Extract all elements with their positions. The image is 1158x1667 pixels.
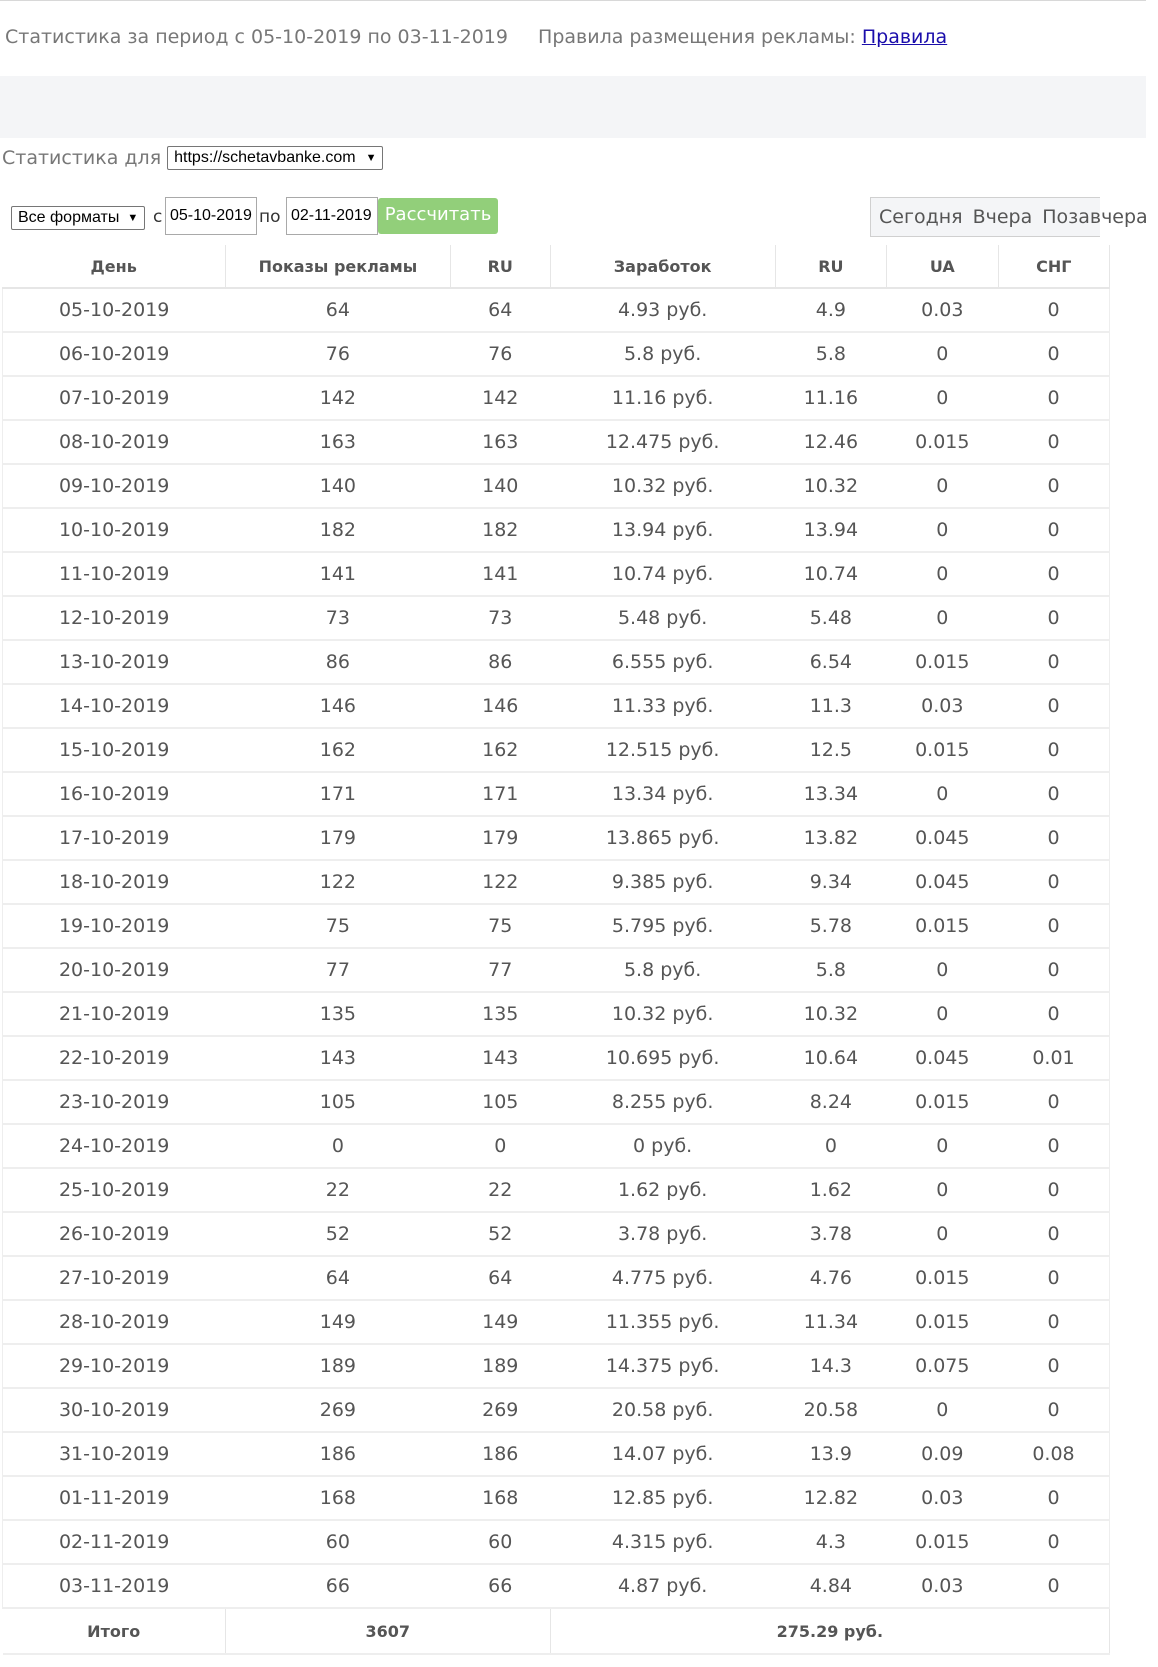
table-cell: 12.46 <box>775 420 886 464</box>
table-cell: 22 <box>225 1168 450 1212</box>
table-cell: 1.62 <box>775 1168 886 1212</box>
table-cell: 17-10-2019 <box>3 816 226 860</box>
table-row <box>3 1036 1110 1080</box>
column-header: RU <box>450 245 550 288</box>
table-cell: 6.555 руб. <box>550 640 775 684</box>
table-cell: 10.64 <box>775 1036 886 1080</box>
table-cell: 0 <box>887 376 998 420</box>
table-cell: 189 <box>450 1344 550 1388</box>
table-cell: 20.58 <box>775 1388 886 1432</box>
table-cell: 22-10-2019 <box>3 1036 226 1080</box>
total-earnings: 275.29 руб. <box>550 1608 1109 1654</box>
format-select[interactable] <box>11 206 145 230</box>
table-cell: 14.3 <box>775 1344 886 1388</box>
table-cell: 0 <box>998 1344 1109 1388</box>
dropdown-arrow-icon: ▼ <box>365 152 377 164</box>
table-cell: 0 <box>887 508 998 552</box>
table-cell: 171 <box>450 772 550 816</box>
table-cell: 64 <box>450 288 550 332</box>
table-cell: 168 <box>225 1476 450 1520</box>
table-cell: 143 <box>225 1036 450 1080</box>
rules-link[interactable]: Правила <box>861 26 948 48</box>
table-row <box>3 1476 1110 1520</box>
table-cell: 11.33 руб. <box>550 684 775 728</box>
quick-range-bar <box>870 197 1148 237</box>
table-cell: 0 <box>998 1080 1109 1124</box>
table-cell: 73 <box>450 596 550 640</box>
filter-row <box>11 197 1146 237</box>
table-cell: 162 <box>225 728 450 772</box>
table-row <box>3 1564 1110 1608</box>
table-cell: 142 <box>450 376 550 420</box>
table-cell: 0 <box>998 684 1109 728</box>
table-row <box>3 860 1110 904</box>
table-cell: 0 <box>998 1212 1109 1256</box>
table-cell: 140 <box>450 464 550 508</box>
table-cell: 77 <box>225 948 450 992</box>
table-cell: 4.3 <box>775 1520 886 1564</box>
table-cell: 4.76 <box>775 1256 886 1300</box>
table-row <box>3 1344 1110 1388</box>
table-cell: 11-10-2019 <box>3 552 226 596</box>
page-header <box>5 26 947 48</box>
table-cell: 29-10-2019 <box>3 1344 226 1388</box>
table-cell: 06-10-2019 <box>3 332 226 376</box>
gray-band <box>0 76 1146 138</box>
table-cell: 0 <box>887 552 998 596</box>
table-cell: 0 <box>998 1388 1109 1432</box>
table-cell: 146 <box>450 684 550 728</box>
table-cell: 0 <box>998 552 1109 596</box>
table-cell: 0.09 <box>887 1432 998 1476</box>
table-cell: 0 <box>887 596 998 640</box>
table-body <box>3 288 1110 1654</box>
table-cell: 0.015 <box>887 1520 998 1564</box>
table-cell: 0 <box>998 376 1109 420</box>
table-cell: 141 <box>225 552 450 596</box>
table-cell: 142 <box>225 376 450 420</box>
table-cell: 0 <box>775 1124 886 1168</box>
table-cell: 0 <box>887 1388 998 1432</box>
table-cell: 13.94 <box>775 508 886 552</box>
table-cell: 182 <box>225 508 450 552</box>
table-cell: 76 <box>450 332 550 376</box>
table-cell: 12.515 руб. <box>550 728 775 772</box>
table-cell: 0 <box>998 904 1109 948</box>
table-cell: 12.85 руб. <box>550 1476 775 1520</box>
table-cell: 163 <box>225 420 450 464</box>
table-cell: 135 <box>225 992 450 1036</box>
table-cell: 15-10-2019 <box>3 728 226 772</box>
table-cell: 0 <box>998 1564 1109 1608</box>
table-cell: 0.015 <box>887 420 998 464</box>
table-cell: 0.03 <box>887 288 998 332</box>
table-cell: 0 <box>887 1212 998 1256</box>
table-cell: 30-10-2019 <box>3 1388 226 1432</box>
table-cell: 12.82 <box>775 1476 886 1520</box>
table-cell: 182 <box>450 508 550 552</box>
table-cell: 13.34 руб. <box>550 772 775 816</box>
table-cell: 13.34 <box>775 772 886 816</box>
table-cell: 0.015 <box>887 728 998 772</box>
quick-range-link[interactable]: Сегодня <box>879 206 963 228</box>
table-cell: 6.54 <box>775 640 886 684</box>
table-cell: 179 <box>225 816 450 860</box>
table-cell: 0.03 <box>887 1564 998 1608</box>
to-label: по <box>259 207 281 227</box>
table-cell: 4.315 руб. <box>550 1520 775 1564</box>
table-cell: 10.32 <box>775 464 886 508</box>
table-cell: 0 <box>998 288 1109 332</box>
table-row <box>3 948 1110 992</box>
table-row <box>3 552 1110 596</box>
table-cell: 143 <box>450 1036 550 1080</box>
table-cell: 12-10-2019 <box>3 596 226 640</box>
calculate-button[interactable]: Рассчитать <box>378 198 498 234</box>
quick-range-link[interactable]: Вчера <box>972 206 1033 228</box>
table-row <box>3 684 1110 728</box>
table-cell: 0 <box>998 464 1109 508</box>
table-cell: 11.355 руб. <box>550 1300 775 1344</box>
table-cell: 0.045 <box>887 816 998 860</box>
table-cell: 5.78 <box>775 904 886 948</box>
table-cell: 0 <box>998 640 1109 684</box>
table-cell: 3.78 <box>775 1212 886 1256</box>
table-row <box>3 904 1110 948</box>
table-cell: 13.82 <box>775 816 886 860</box>
table-cell: 52 <box>450 1212 550 1256</box>
table-cell: 16-10-2019 <box>3 772 226 816</box>
table-row <box>3 420 1110 464</box>
table-cell: 0 <box>887 948 998 992</box>
table-cell: 0 <box>998 860 1109 904</box>
table-cell: 0 <box>998 420 1109 464</box>
table-cell: 162 <box>450 728 550 772</box>
table-cell: 86 <box>225 640 450 684</box>
table-cell: 8.255 руб. <box>550 1080 775 1124</box>
table-row <box>3 1432 1110 1476</box>
table-cell: 0.015 <box>887 1256 998 1300</box>
table-cell: 0 <box>887 992 998 1036</box>
table-cell: 0 <box>887 464 998 508</box>
table-cell: 31-10-2019 <box>3 1432 226 1476</box>
table-cell: 08-10-2019 <box>3 420 226 464</box>
table-cell: 12.5 <box>775 728 886 772</box>
table-cell: 9.34 <box>775 860 886 904</box>
total-label: Итого <box>3 1608 226 1654</box>
table-cell: 4.87 руб. <box>550 1564 775 1608</box>
table-cell: 149 <box>450 1300 550 1344</box>
column-header: RU <box>775 245 886 288</box>
table-cell: 86 <box>450 640 550 684</box>
table-cell: 5.48 руб. <box>550 596 775 640</box>
table-cell: 0 <box>450 1124 550 1168</box>
table-row <box>3 596 1110 640</box>
period-text: Статистика за период с 05-10-2019 по 03-11-2019 <box>5 26 508 48</box>
table-cell: 10-10-2019 <box>3 508 226 552</box>
column-header: Показы рекламы <box>225 245 450 288</box>
table-cell: 269 <box>225 1388 450 1432</box>
table-cell: 07-10-2019 <box>3 376 226 420</box>
table-cell: 11.3 <box>775 684 886 728</box>
table-cell: 0.03 <box>887 1476 998 1520</box>
table-cell: 21-10-2019 <box>3 992 226 1036</box>
table-cell: 171 <box>225 772 450 816</box>
table-cell: 60 <box>225 1520 450 1564</box>
table-cell: 135 <box>450 992 550 1036</box>
table-cell: 64 <box>225 1256 450 1300</box>
table-row <box>3 1080 1110 1124</box>
column-header: СНГ <box>998 245 1109 288</box>
table-cell: 0 <box>998 1520 1109 1564</box>
table-cell: 4.775 руб. <box>550 1256 775 1300</box>
table-row <box>3 1256 1110 1300</box>
table-cell: 09-10-2019 <box>3 464 226 508</box>
table-cell: 0 <box>998 728 1109 772</box>
table-cell: 5.48 <box>775 596 886 640</box>
table-row <box>3 640 1110 684</box>
table-cell: 13.865 руб. <box>550 816 775 860</box>
quick-range-link[interactable]: Позавчера <box>1042 206 1148 228</box>
table-cell: 189 <box>225 1344 450 1388</box>
site-select-value: https://schetavbanke.com <box>174 149 356 166</box>
column-header: Заработок <box>550 245 775 288</box>
table-cell: 168 <box>450 1476 550 1520</box>
table-row <box>3 1388 1110 1432</box>
table-cell: 14.07 руб. <box>550 1432 775 1476</box>
table-cell: 9.385 руб. <box>550 860 775 904</box>
date-to-input[interactable]: 02-11-2019 <box>286 197 378 235</box>
table-cell: 0 <box>887 1168 998 1212</box>
table-cell: 11.16 руб. <box>550 376 775 420</box>
table-row <box>3 1212 1110 1256</box>
table-cell: 140 <box>225 464 450 508</box>
table-cell: 10.74 руб. <box>550 552 775 596</box>
table-cell: 0.015 <box>887 640 998 684</box>
table-cell: 10.32 руб. <box>550 992 775 1036</box>
table-row <box>3 772 1110 816</box>
table-row <box>3 1520 1110 1564</box>
table-cell: 5.8 <box>775 948 886 992</box>
table-cell: 0 <box>998 992 1109 1036</box>
table-cell: 27-10-2019 <box>3 1256 226 1300</box>
table-cell: 03-11-2019 <box>3 1564 226 1608</box>
from-label: с <box>153 207 163 227</box>
table-cell: 0 <box>998 508 1109 552</box>
table-cell: 0 руб. <box>550 1124 775 1168</box>
table-cell: 0.045 <box>887 1036 998 1080</box>
table-cell: 12.475 руб. <box>550 420 775 464</box>
table-cell: 10.32 <box>775 992 886 1036</box>
table-cell: 10.74 <box>775 552 886 596</box>
stats-table <box>2 245 1110 1655</box>
table-cell: 13.94 руб. <box>550 508 775 552</box>
table-cell: 0 <box>998 1300 1109 1344</box>
format-select-value: Все форматы <box>18 209 120 226</box>
column-header: День <box>3 245 226 288</box>
table-cell: 0 <box>998 1476 1109 1520</box>
table-row <box>3 332 1110 376</box>
table-cell: 52 <box>225 1212 450 1256</box>
table-cell: 28-10-2019 <box>3 1300 226 1344</box>
table-cell: 0.01 <box>998 1036 1109 1080</box>
table-cell: 4.9 <box>775 288 886 332</box>
table-header-row <box>3 245 1110 288</box>
table-row <box>3 728 1110 772</box>
table-cell: 269 <box>450 1388 550 1432</box>
table-cell: 8.24 <box>775 1080 886 1124</box>
table-cell: 75 <box>225 904 450 948</box>
table-cell: 20-10-2019 <box>3 948 226 992</box>
table-cell: 0 <box>998 1256 1109 1300</box>
table-cell: 5.795 руб. <box>550 904 775 948</box>
table-row <box>3 376 1110 420</box>
table-cell: 0 <box>887 1124 998 1168</box>
table-row <box>3 1300 1110 1344</box>
table-cell: 23-10-2019 <box>3 1080 226 1124</box>
table-cell: 0 <box>998 816 1109 860</box>
table-cell: 0 <box>225 1124 450 1168</box>
table-cell: 64 <box>450 1256 550 1300</box>
table-cell: 0 <box>998 948 1109 992</box>
table-cell: 14-10-2019 <box>3 684 226 728</box>
table-cell: 0.015 <box>887 904 998 948</box>
column-header: UA <box>887 245 998 288</box>
table-cell: 0.045 <box>887 860 998 904</box>
total-row <box>3 1608 1110 1654</box>
table-cell: 73 <box>225 596 450 640</box>
table-cell: 24-10-2019 <box>3 1124 226 1168</box>
table-cell: 19-10-2019 <box>3 904 226 948</box>
table-cell: 66 <box>450 1564 550 1608</box>
table-row <box>3 288 1110 332</box>
table-cell: 0 <box>887 332 998 376</box>
site-selector-row <box>2 146 383 170</box>
table-cell: 05-10-2019 <box>3 288 226 332</box>
table-cell: 5.8 руб. <box>550 332 775 376</box>
table-cell: 105 <box>450 1080 550 1124</box>
table-cell: 122 <box>225 860 450 904</box>
site-label: Статистика для <box>2 147 162 169</box>
table-cell: 26-10-2019 <box>3 1212 226 1256</box>
table-cell: 0 <box>998 596 1109 640</box>
date-from-input[interactable]: 05-10-2019 <box>165 197 257 235</box>
table-cell: 0 <box>998 1168 1109 1212</box>
table-cell: 5.8 <box>775 332 886 376</box>
table-cell: 0.015 <box>887 1080 998 1124</box>
table-cell: 141 <box>450 552 550 596</box>
table-cell: 77 <box>450 948 550 992</box>
table-cell: 60 <box>450 1520 550 1564</box>
rules-label: Правила размещения рекламы: <box>538 26 856 48</box>
table-cell: 5.8 руб. <box>550 948 775 992</box>
table-cell: 22 <box>450 1168 550 1212</box>
table-cell: 186 <box>450 1432 550 1476</box>
table-cell: 0 <box>887 772 998 816</box>
table-row <box>3 508 1110 552</box>
table-cell: 0.015 <box>887 1300 998 1344</box>
table-cell: 0 <box>998 1124 1109 1168</box>
table-cell: 0.075 <box>887 1344 998 1388</box>
table-cell: 163 <box>450 420 550 464</box>
table-cell: 4.84 <box>775 1564 886 1608</box>
table-cell: 0.03 <box>887 684 998 728</box>
table-cell: 1.62 руб. <box>550 1168 775 1212</box>
table-cell: 11.16 <box>775 376 886 420</box>
table-cell: 25-10-2019 <box>3 1168 226 1212</box>
table-cell: 179 <box>450 816 550 860</box>
table-cell: 14.375 руб. <box>550 1344 775 1388</box>
stats-table-wrap <box>2 245 1110 1655</box>
table-row <box>3 816 1110 860</box>
table-cell: 20.58 руб. <box>550 1388 775 1432</box>
table-cell: 0 <box>998 332 1109 376</box>
table-cell: 4.93 руб. <box>550 288 775 332</box>
table-cell: 13.9 <box>775 1432 886 1476</box>
table-cell: 11.34 <box>775 1300 886 1344</box>
table-row <box>3 1124 1110 1168</box>
table-cell: 186 <box>225 1432 450 1476</box>
table-cell: 66 <box>225 1564 450 1608</box>
dropdown-arrow-icon: ▼ <box>127 212 139 224</box>
table-cell: 01-11-2019 <box>3 1476 226 1520</box>
table-cell: 75 <box>450 904 550 948</box>
top-divider <box>0 0 1146 1</box>
table-cell: 105 <box>225 1080 450 1124</box>
table-cell: 0.08 <box>998 1432 1109 1476</box>
table-cell: 18-10-2019 <box>3 860 226 904</box>
total-impressions: 3607 <box>225 1608 550 1654</box>
table-cell: 02-11-2019 <box>3 1520 226 1564</box>
table-cell: 13-10-2019 <box>3 640 226 684</box>
table-cell: 10.695 руб. <box>550 1036 775 1080</box>
table-cell: 64 <box>225 288 450 332</box>
table-cell: 146 <box>225 684 450 728</box>
table-row <box>3 464 1110 508</box>
table-cell: 3.78 руб. <box>550 1212 775 1256</box>
table-cell: 76 <box>225 332 450 376</box>
table-row <box>3 1168 1110 1212</box>
table-cell: 149 <box>225 1300 450 1344</box>
table-cell: 10.32 руб. <box>550 464 775 508</box>
table-row <box>3 992 1110 1036</box>
table-cell: 122 <box>450 860 550 904</box>
table-cell: 0 <box>998 772 1109 816</box>
site-select[interactable] <box>167 146 383 170</box>
